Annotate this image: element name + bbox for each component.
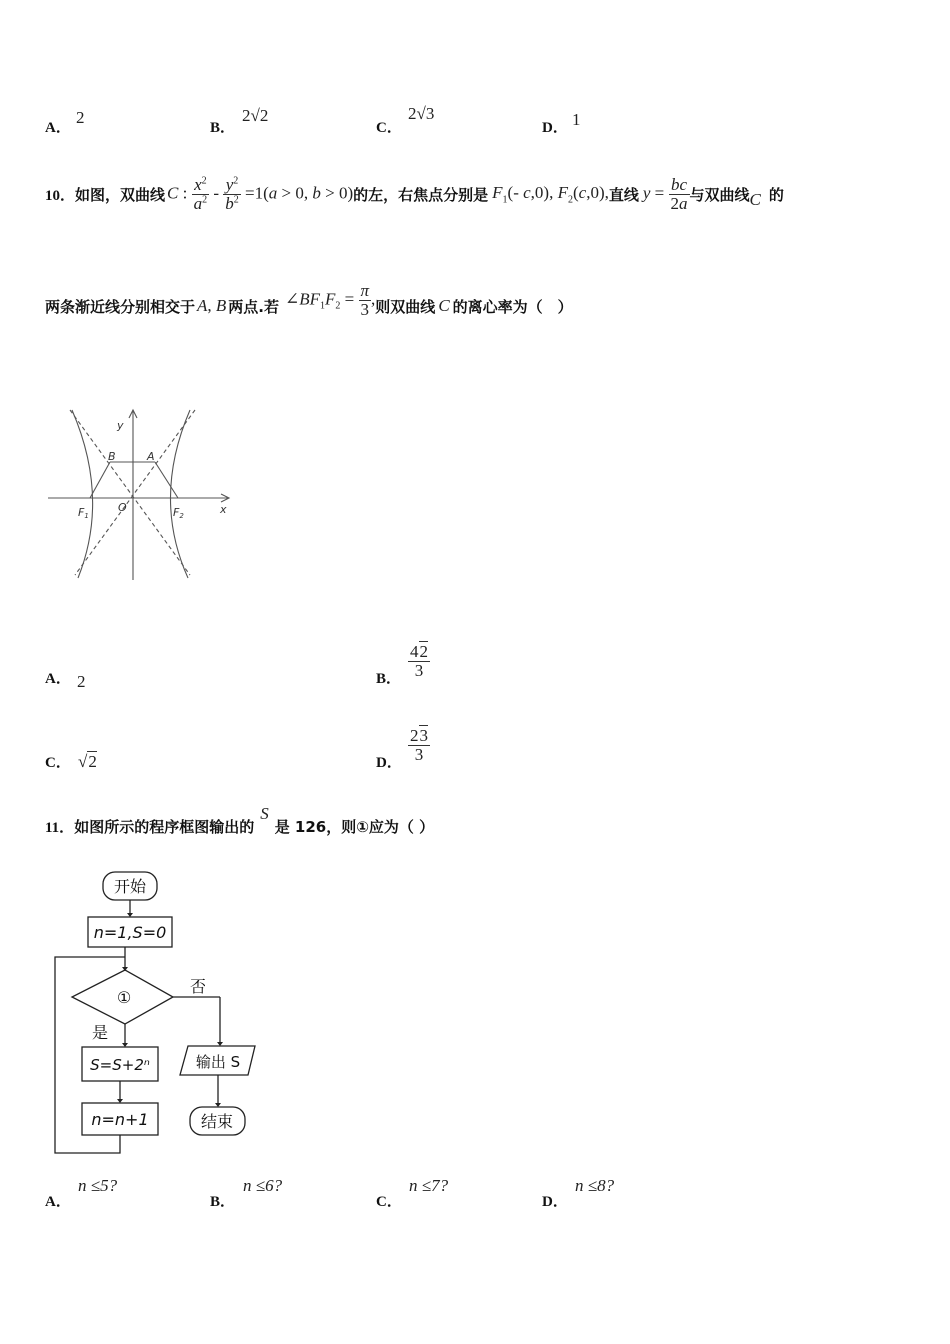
option-value: n ≤8? <box>575 1176 615 1195</box>
curve-symbol: C <box>438 296 450 315</box>
question-number: 11． <box>45 819 75 836</box>
stem-text: 直线 <box>608 185 639 204</box>
question-number: 10． <box>45 187 76 204</box>
segment-f1-b <box>90 462 110 498</box>
init-label: n=1,S=0 <box>93 923 167 942</box>
option-value-fraction: $\frac{23}{3}$ <box>410 726 428 764</box>
stem-text: 的离心率为（ ） <box>452 297 573 316</box>
option-label: D． <box>542 1194 568 1210</box>
stem-text: 如图所示的程序框图输出的 <box>74 817 255 836</box>
option-label: B． <box>210 1194 236 1210</box>
option-value: n ≤7? <box>409 1176 449 1195</box>
stem-text: 的 <box>768 185 784 204</box>
option-value: n ≤5? <box>78 1176 118 1195</box>
asymptote <box>70 410 190 575</box>
label-b: B <box>108 450 116 463</box>
stem-text: 两点.若 <box>228 297 279 316</box>
hyperbola-figure <box>40 400 240 585</box>
option-value: 1 <box>572 110 581 129</box>
points-symbol: A, B <box>197 296 227 315</box>
option-label: D． <box>376 755 402 771</box>
option-label: D． <box>542 120 568 136</box>
label-f2-main: F <box>173 506 180 519</box>
stem-text: 的左，右焦点分别是 <box>353 185 489 204</box>
option-label: C． <box>376 1194 402 1210</box>
label-f2 <box>173 506 184 520</box>
stem-text: 是 126，则①应为（ ） <box>274 817 435 836</box>
q10-stem-line-1 <box>45 166 784 222</box>
option-label: A． <box>45 671 71 687</box>
label-x: x <box>220 503 227 516</box>
option-label: B． <box>376 671 402 687</box>
stem-text: 则双曲线 <box>375 297 436 316</box>
label-y: y <box>117 419 124 432</box>
line-equation: y = $\frac{bc}{2a}$ <box>642 174 688 213</box>
option-value: 2 <box>76 108 85 127</box>
label-f1 <box>78 506 89 520</box>
option-label: A． <box>45 1194 71 1210</box>
output-label: 输出 S <box>195 1053 241 1071</box>
option-value: 2 <box>77 672 86 691</box>
option-label: C． <box>376 120 402 136</box>
option-label: A． <box>45 120 71 136</box>
yes-label: 是 <box>92 1023 109 1042</box>
option-value: n ≤6? <box>243 1176 283 1195</box>
stem-text: 两条渐近线分别相交于 <box>45 297 196 316</box>
option-value: 2√2 <box>242 106 269 125</box>
flowchart <box>40 866 280 1156</box>
hyperbola-equation: C : $\frac{x^2}{a^2}$ - $\frac{y^2}{b^2}$ =1(a > 0, b > 0) <box>167 174 354 213</box>
foci-expression: $F_1(-$ c,0), $F_2(c,0)$, <box>492 182 609 206</box>
label-f1-sub: 1 <box>84 512 89 520</box>
segment-a-f2 <box>155 462 178 498</box>
stem-text: 如图，双曲线 <box>75 185 166 204</box>
option-value: 2√3 <box>408 104 435 123</box>
condition-label: ① <box>116 988 132 1007</box>
option-label: B． <box>210 120 236 136</box>
var-symbol: S <box>260 804 269 823</box>
option-value-fraction: $\frac{42}{3}$ <box>410 642 428 680</box>
q10-stem-line-2 <box>45 278 573 334</box>
label-a: A <box>147 450 155 463</box>
label-f1-main: F <box>78 506 85 519</box>
start-label: 开始 <box>113 877 147 896</box>
hyperbola-left-branch <box>72 410 93 578</box>
angle-condition: $\angle BF_1F_2$ = $\frac{\pi}{3}$ , <box>285 280 376 319</box>
no-label: 否 <box>190 977 207 996</box>
update-s-label: S=S+2ⁿ <box>90 1056 150 1074</box>
label-o: O <box>118 501 127 514</box>
option-label: C． <box>45 755 71 771</box>
curve-symbol: C <box>749 190 761 209</box>
update-n-label: n=n+1 <box>91 1110 149 1129</box>
q11-stem <box>45 806 434 846</box>
stem-text: 与双曲线 <box>689 185 750 204</box>
label-f2-sub: 2 <box>179 512 184 520</box>
option-value: √2 <box>78 752 97 771</box>
end-label: 结束 <box>200 1112 234 1131</box>
